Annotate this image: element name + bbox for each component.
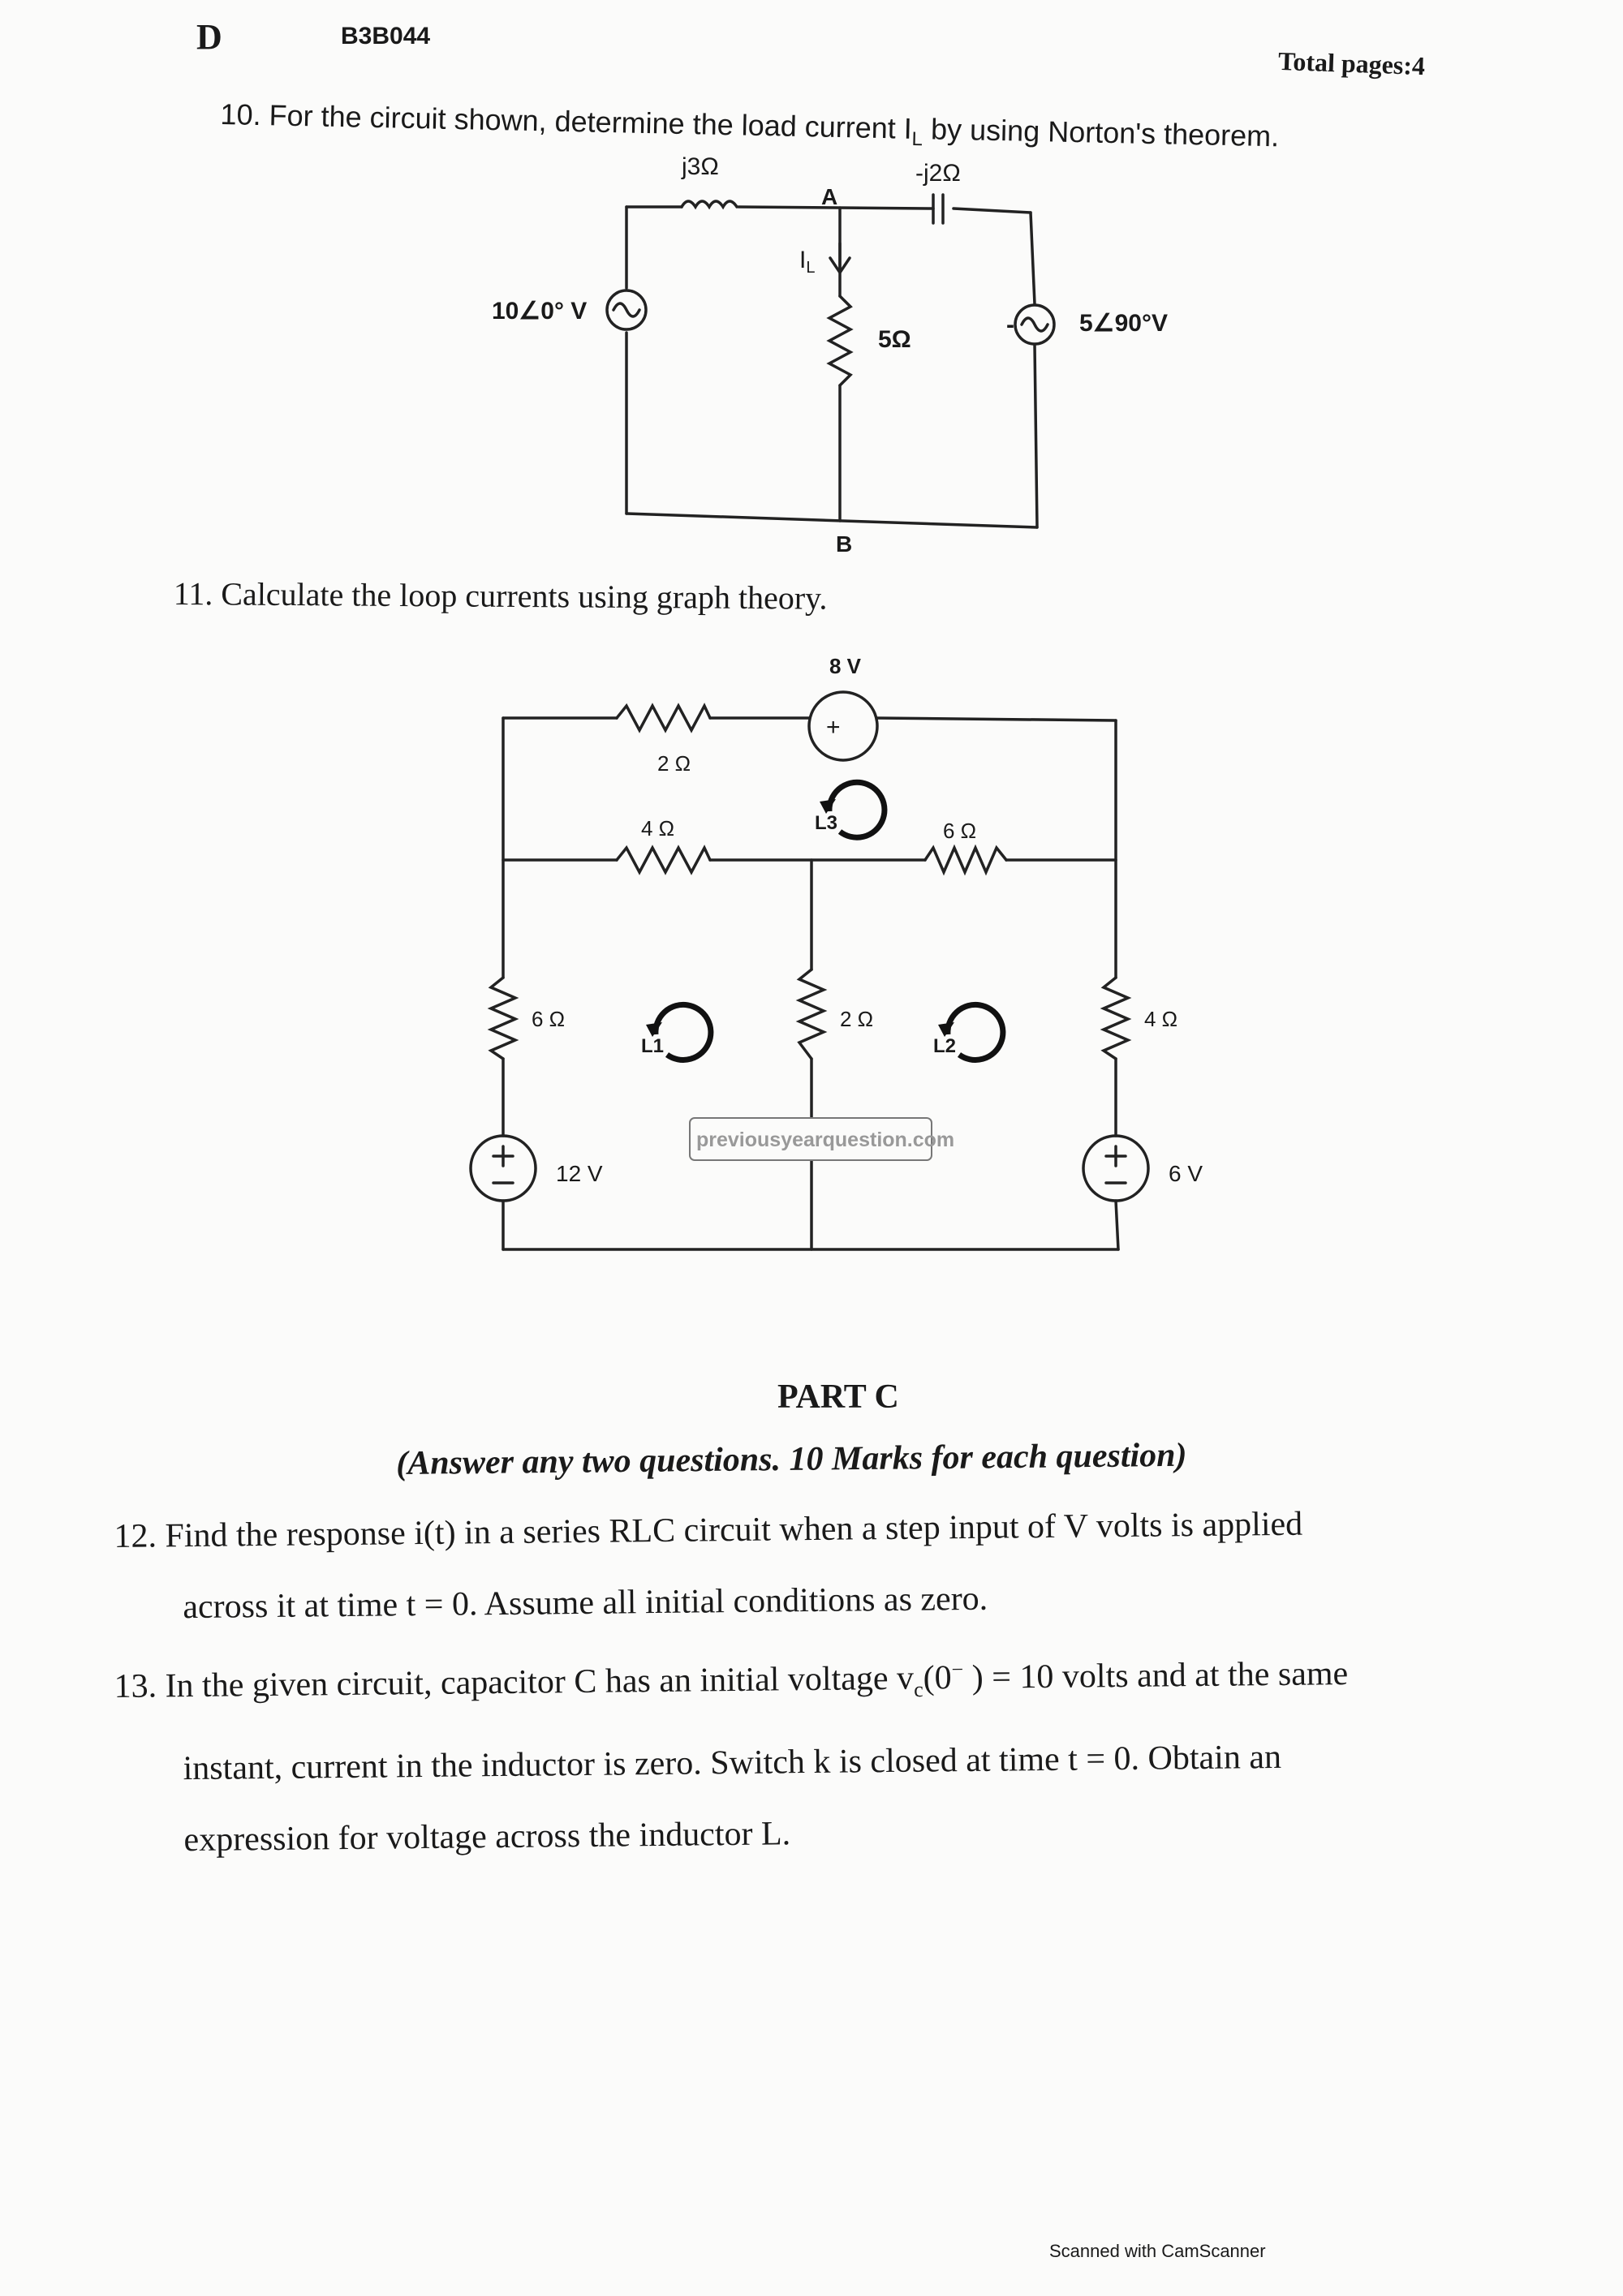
resistor-4ohm-mid-symbol (617, 848, 710, 872)
corner-letter: D (196, 17, 222, 57)
label-source-right: 5∠90°V (1079, 310, 1168, 337)
question-13-line-3: expression for voltage across the inductor L. (183, 1815, 791, 1860)
resistor-4ohm-right-symbol (1104, 978, 1128, 1059)
label-source-12v: 12 V (556, 1161, 603, 1186)
source-right-icon (1015, 305, 1054, 344)
label-current (799, 247, 815, 277)
part-c-instruction: (Answer any two questions. 10 Marks for each question) (396, 1436, 1187, 1482)
label-source-8v-sign: + (826, 714, 841, 741)
label-loop-l2: L2 (933, 1035, 957, 1057)
source-right-dash: - (1006, 312, 1014, 338)
loop-l2-icon (948, 1004, 1003, 1060)
question-12-line-1: 12. Find the response i(t) in a series RLC circuit when a step input of V volts is applied (114, 1505, 1303, 1555)
label-resistor-5ohm: 5Ω (878, 326, 911, 353)
total-pages: Total pages:4 (1277, 45, 1426, 81)
label-r-center: 2 Ω (840, 1007, 874, 1031)
loop-l1-icon (656, 1004, 711, 1060)
part-c-title: PART C (777, 1378, 899, 1416)
source-12v-polarity (493, 1146, 513, 1183)
resistor-2ohm-top-symbol (617, 706, 710, 730)
question-13-line-1-text: 13. In the given circuit, capacitor C has an initial voltage v (114, 1659, 915, 1705)
question-13-line-1-end: ) = 10 volts and at the same (963, 1655, 1349, 1697)
question-10-sub: L (911, 128, 923, 151)
question-10-text: 10. For the circuit shown, determine the load current I (220, 97, 913, 145)
question-13-line-1-sub: c (914, 1677, 923, 1702)
resistor-6ohm-left-symbol (491, 978, 515, 1059)
question-13-line-1-sup: − (951, 1658, 964, 1682)
label-r-mid-right: 6 Ω (943, 819, 977, 843)
resistor-6ohm-mid-symbol (925, 848, 1006, 872)
scanned-with-camscanner: Scanned with CamScanner (1049, 2241, 1266, 2261)
source-8v-icon (809, 692, 877, 760)
label-current-symbol: I (799, 247, 807, 273)
circuit-1-wires (626, 207, 1037, 527)
question-13-line-2: instant, current in the inductor is zero. Switch k is closed at time t = 0. Obtain an (183, 1739, 1282, 1788)
question-12 (114, 1486, 1568, 1644)
source-left-icon (607, 290, 646, 329)
current-arrow-icon (830, 243, 850, 273)
label-current-sub: L (806, 259, 816, 277)
question-12-line-2: across it at time t = 0. Assume all initial conditions as zero. (183, 1580, 988, 1627)
label-r-left: 6 Ω (532, 1007, 566, 1031)
question-11: 11. Calculate the loop currents using graph theory. (173, 575, 828, 617)
label-capacitor: -j2Ω (915, 160, 961, 187)
label-r-top: 2 Ω (657, 751, 691, 776)
label-inductor: j3Ω (682, 153, 719, 180)
label-source-left: 10∠0° V (492, 298, 588, 325)
watermark: previousyearquestion.com (696, 1129, 955, 1151)
course-code: B3B044 (341, 23, 431, 49)
question-13-line-1 (114, 1627, 1567, 1734)
source-6v-polarity (1106, 1146, 1126, 1183)
loop-l3-icon (829, 782, 885, 837)
label-loop-l3: L3 (815, 812, 838, 834)
label-node-a: A (821, 184, 838, 209)
label-r-mid-left: 4 Ω (641, 816, 675, 841)
label-source-6v: 6 V (1169, 1161, 1203, 1186)
question-13-line-1-after: (0 (923, 1659, 952, 1697)
question-10-text-after: by using Norton's theorem. (922, 112, 1280, 153)
inductor-symbol (682, 201, 737, 207)
capacitor-symbol (933, 195, 943, 223)
label-source-8v: 8 V (829, 654, 862, 678)
label-loop-l1: L1 (641, 1035, 665, 1057)
resistor-2ohm-center-symbol (799, 970, 824, 1059)
label-r-right: 4 Ω (1144, 1007, 1178, 1031)
question-13 (114, 1627, 1569, 1877)
label-node-b: B (836, 531, 853, 557)
resistor-5ohm-symbol (829, 296, 850, 385)
